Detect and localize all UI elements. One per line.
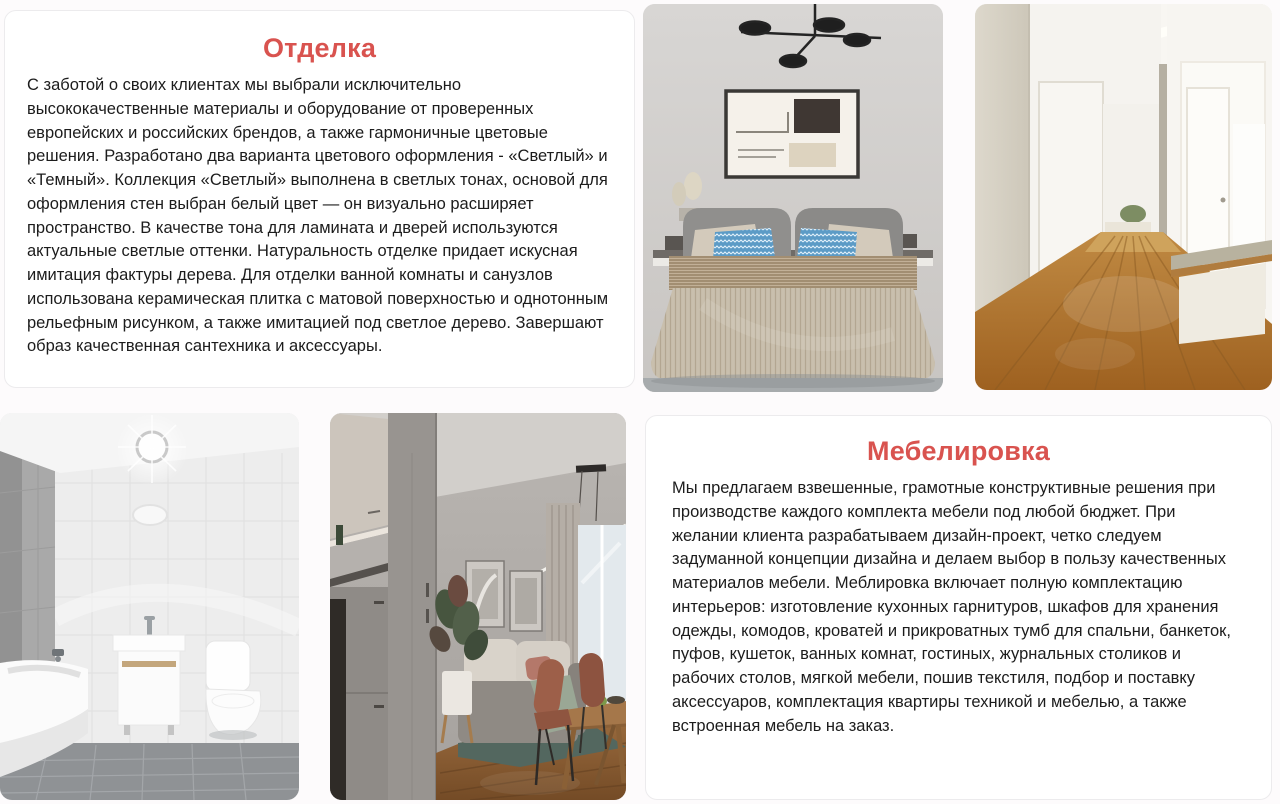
hallway-photo xyxy=(975,4,1272,390)
mebelirovka-card xyxy=(645,415,1272,800)
bathroom-photo-illustration xyxy=(0,413,299,800)
mebelirovka-text: Мы предлагаем взвешенные, грамотные конструктивные решения при производстве каждого комплекта мебели под любой бюджет. При желании клиента разрабатываем дизайн-проект, четко следуем задуманной концепции дизайна и делаем выбор в пользу качественных материалов мебели. Меблировка включает полную комплектацию интерьеров: изготовление кухонных гарнитуров, шкафов для хранения одежды, комодов, кроватей и прикроватных тумб для спальни, банкеток, пуфов, кушеток, ванных комнат, гостиных, журнальных столиков и рабочих столов, мягкой мебели, пошив текстиля, подбор и поставку аксессуаров, комплектация квартиры техникой и мебелью, а также встроенная мебель на заказ. xyxy=(672,479,1231,735)
mebelirovka-title: Мебелировка xyxy=(867,436,1050,466)
otdelka-title: Отделка xyxy=(262,33,377,63)
otdelka-text: С заботой о своих клиентах мы выбрали исключительно высококачественные материалы и оборудование от проверенных европейских и российских брендов, а также гармоничные цветовые решения. Разработано два варианта цветового оформления - «Светлый» и «Темный». Коллекция «Светлый» выполнена в светлых тонах, основой для оформления стен выбран белый цвет — он визуально расширяет пространство. В качестве тона для ламината и дверей используются актуальные светлые оттенки. Натуральность отделке придает искусная имитация фактуры дерева. Для отделки ванной комнаты и санузлов использована керамическая плитка с матовой поверхностью и однотонным рельефным рисунком, а также имитацией под светлое дерево. Завершают образ качественная сантехника и аксессуары. xyxy=(27,76,609,356)
bedroom-photo-illustration xyxy=(643,4,943,392)
otdelka-card xyxy=(4,10,635,388)
bathroom-photo xyxy=(0,413,299,800)
kitchen-living-photo-illustration xyxy=(330,413,626,800)
kitchen-living-photo xyxy=(330,413,626,800)
hallway-photo-illustration xyxy=(975,4,1272,390)
bedroom-photo xyxy=(643,4,943,392)
